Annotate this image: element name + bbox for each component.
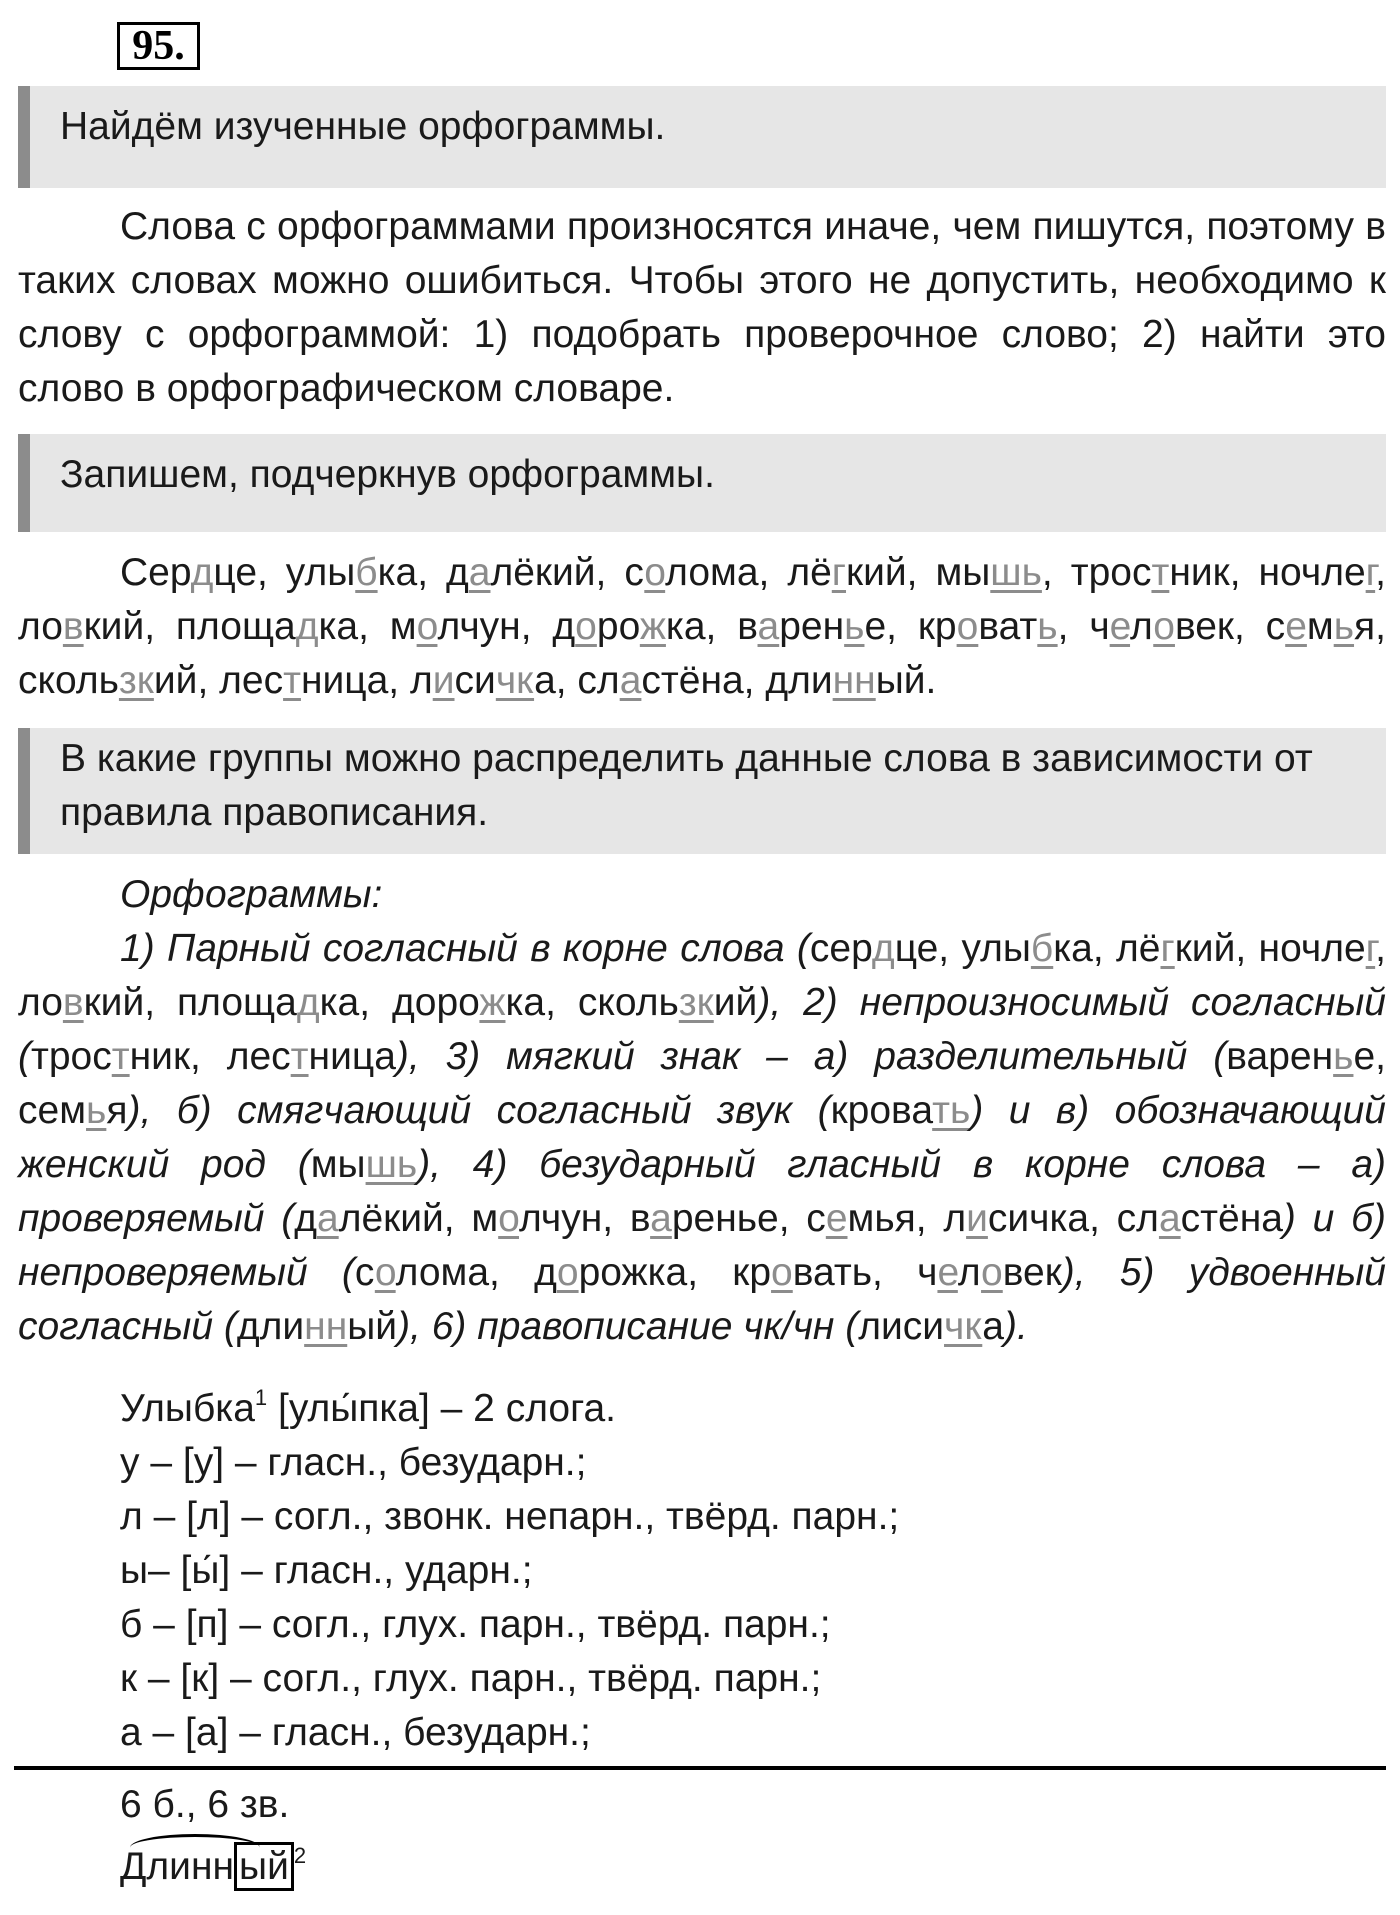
analysis-line: к – [к] – согл., глух. парн., твёрд. парн.; bbox=[120, 1657, 822, 1700]
task-text-2: Запишем, подчеркнув орфограммы. bbox=[60, 453, 715, 496]
explanation-paragraph bbox=[18, 200, 1386, 416]
morph-word bbox=[120, 1840, 306, 1894]
task-bar-2 bbox=[18, 434, 1386, 532]
analysis-line: а – [а] – гласн., безударн.; bbox=[120, 1711, 591, 1754]
analysis-line: б – [п] – согл., глух. парн., твёрд. парн.; bbox=[120, 1603, 831, 1646]
task-text-3: В какие группы можно распределить данные слова в зависимости от правила правописания. bbox=[60, 737, 1313, 834]
analysis-title: Улыбка$^1$ [улы́пка] – 2 слога. bbox=[120, 1385, 616, 1430]
analysis-line: ы– [ы́] – гласн., ударн.; bbox=[120, 1549, 533, 1592]
divider bbox=[14, 1766, 1386, 1770]
word-list-paragraph: Сердце, улыбка, далёкий, солома, лёгкий, мышь, тростник, ночлег, ловкий, площадка, молчун, дорожка, варенье, кровать, человек, семья, скользкий, лестница, лисичка, сластёна, длинный. bbox=[18, 551, 1386, 702]
task-bar-1 bbox=[18, 86, 1386, 188]
analysis-line: у – [у] – гласн., безударн.; bbox=[120, 1441, 587, 1484]
orthograms-paragraph bbox=[18, 868, 1386, 1354]
exercise-number: 95. bbox=[117, 22, 200, 70]
task-bar-3 bbox=[18, 728, 1386, 854]
analysis-summary: 6 б., 6 зв. bbox=[120, 1783, 290, 1826]
orthograms-heading: Орфограммы: bbox=[120, 873, 383, 916]
orthograms-text: 1) Парный согласный в корне слова (сердце, улыбка, лёгкий, ночлег, ловкий, площадка, дорожка, скользкий), 2) непроизносимый согласный (тростник, лестница), 3) мягкий знак – а) разделительный (варенье, семья), б) смягчающий согласный звук (кровать) и в) обозначающий женский род (мышь), 4) безударный гласный в корне слова – а) проверяемый (далёкий, молчун, варенье, семья, лисичка, сластёна) и б) непроверяемый (солома, дорожка, кровать, человек), 5) удвоенный согласный (длинный), 6) правописание чк/чн (лисичка). bbox=[18, 927, 1386, 1348]
analysis-line: л – [л] – согл., звонк. непарн., твёрд. парн.; bbox=[120, 1495, 900, 1538]
morph-root: Длинн bbox=[120, 1845, 235, 1888]
root-arc-mark bbox=[130, 1834, 260, 1861]
morph-sup: 2 bbox=[293, 1843, 307, 1868]
phonetic-analysis bbox=[120, 1382, 1320, 1760]
task-text-1: Найдём изученные орфограммы. bbox=[60, 105, 666, 148]
explanation-text: Слова с орфограммами произносятся иначе, чем пишутся, поэтому в таких словах можно ошибиться. Чтобы этого не допустить, необходимо к слову с орфограммой: 1) подобрать проверочное слово; 2) найти это слово в орфографическом словаре. bbox=[18, 205, 1386, 410]
morph-ending: ый bbox=[234, 1842, 294, 1891]
morphemic-analysis bbox=[120, 1840, 306, 1894]
